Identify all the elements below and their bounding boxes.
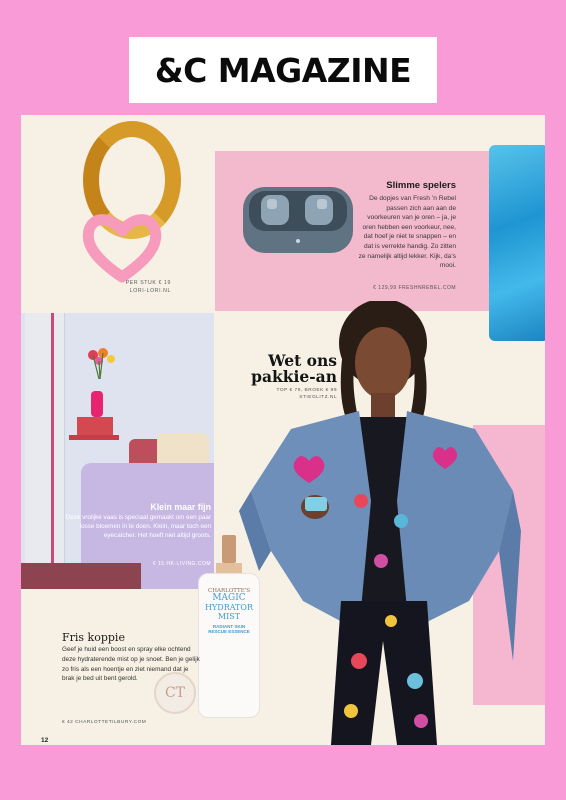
bottle-cap	[222, 535, 236, 563]
earbuds-price: € 129,99 FRESHNREBEL.COM	[373, 285, 456, 291]
bottle-brand: CHARLOTTE'S	[207, 588, 250, 594]
door-frame	[51, 313, 54, 589]
flowers-image	[81, 347, 121, 379]
outfit-title-line2: pakkie-an	[251, 367, 337, 386]
earbuds-case-image	[239, 177, 357, 261]
mist-price: € 42 CHARLOTTETILBURY.COM	[62, 720, 147, 725]
bottle-label-4: RADIANT SKIN	[212, 624, 246, 629]
mist-title: Fris koppie	[62, 631, 125, 644]
bottle-neck	[216, 563, 242, 573]
outfit-shop: STIEGLITZ.NL	[299, 395, 337, 401]
outfit-price-line1: TOP € 79, BROEK € 99	[276, 388, 337, 393]
magazine-page	[21, 115, 545, 745]
books	[77, 417, 113, 435]
bottle-label-1: MAGIC	[212, 593, 246, 603]
masthead	[129, 37, 437, 103]
bottle-label-2: HYDRATOR	[205, 603, 253, 612]
bottle-label-5: RESCUE ESSENCE	[208, 629, 250, 634]
bottle-body	[198, 573, 260, 718]
earring-price: PER STUK € 19	[125, 280, 171, 286]
outfit-title	[237, 353, 337, 385]
earring-caption	[101, 280, 171, 296]
wall-shelf	[69, 435, 119, 440]
mist-body: Geef je huid een boost en spray elke ochtend deze hydraterende mist op je snoet. Ben je gelijk zo fris als een hoentje en ziet niemand dat je brak je bed uit bent gerold.	[62, 646, 200, 683]
door	[25, 313, 65, 589]
outfit-title-line1: Wet ons	[268, 351, 337, 370]
compact-logo: CT	[164, 685, 186, 701]
page-number: 12	[41, 737, 49, 744]
earbuds-title: Slimme spelers	[386, 180, 456, 191]
bedroom-photo	[21, 313, 214, 589]
vase-body: Deze vrolijke vaas is speciaal gemaakt om een paar losse bloemen in te doen. Klein, maar toch een eyecatcher. Het hoeft niet altijd groots.	[65, 514, 211, 540]
pink-vase	[91, 391, 103, 417]
hydrator-mist-bottle	[194, 535, 264, 720]
vase-price: € 15 HK-LIVING.COM	[152, 561, 211, 567]
vase-title: Klein maar fijn	[150, 502, 211, 512]
pink-heart-charm	[77, 205, 167, 285]
bottle-label-3: MIST	[217, 612, 241, 621]
outfit-price	[237, 387, 337, 401]
earbuds-body: De dopjes van Fresh ’n Rebel passen zich aan aan de voorkeuren van je oren – ja, je oren hebben een voorkeur, nee, dat hoef je niet te snappen – en dat is verrekte handig. Zo zitten ze namelijk altijd lekker. Kijk, da’s mooi.	[358, 195, 456, 270]
earring-shop: LORI-LORI.NL	[129, 287, 171, 294]
magazine-title: &C MAGAZINE	[154, 50, 412, 90]
